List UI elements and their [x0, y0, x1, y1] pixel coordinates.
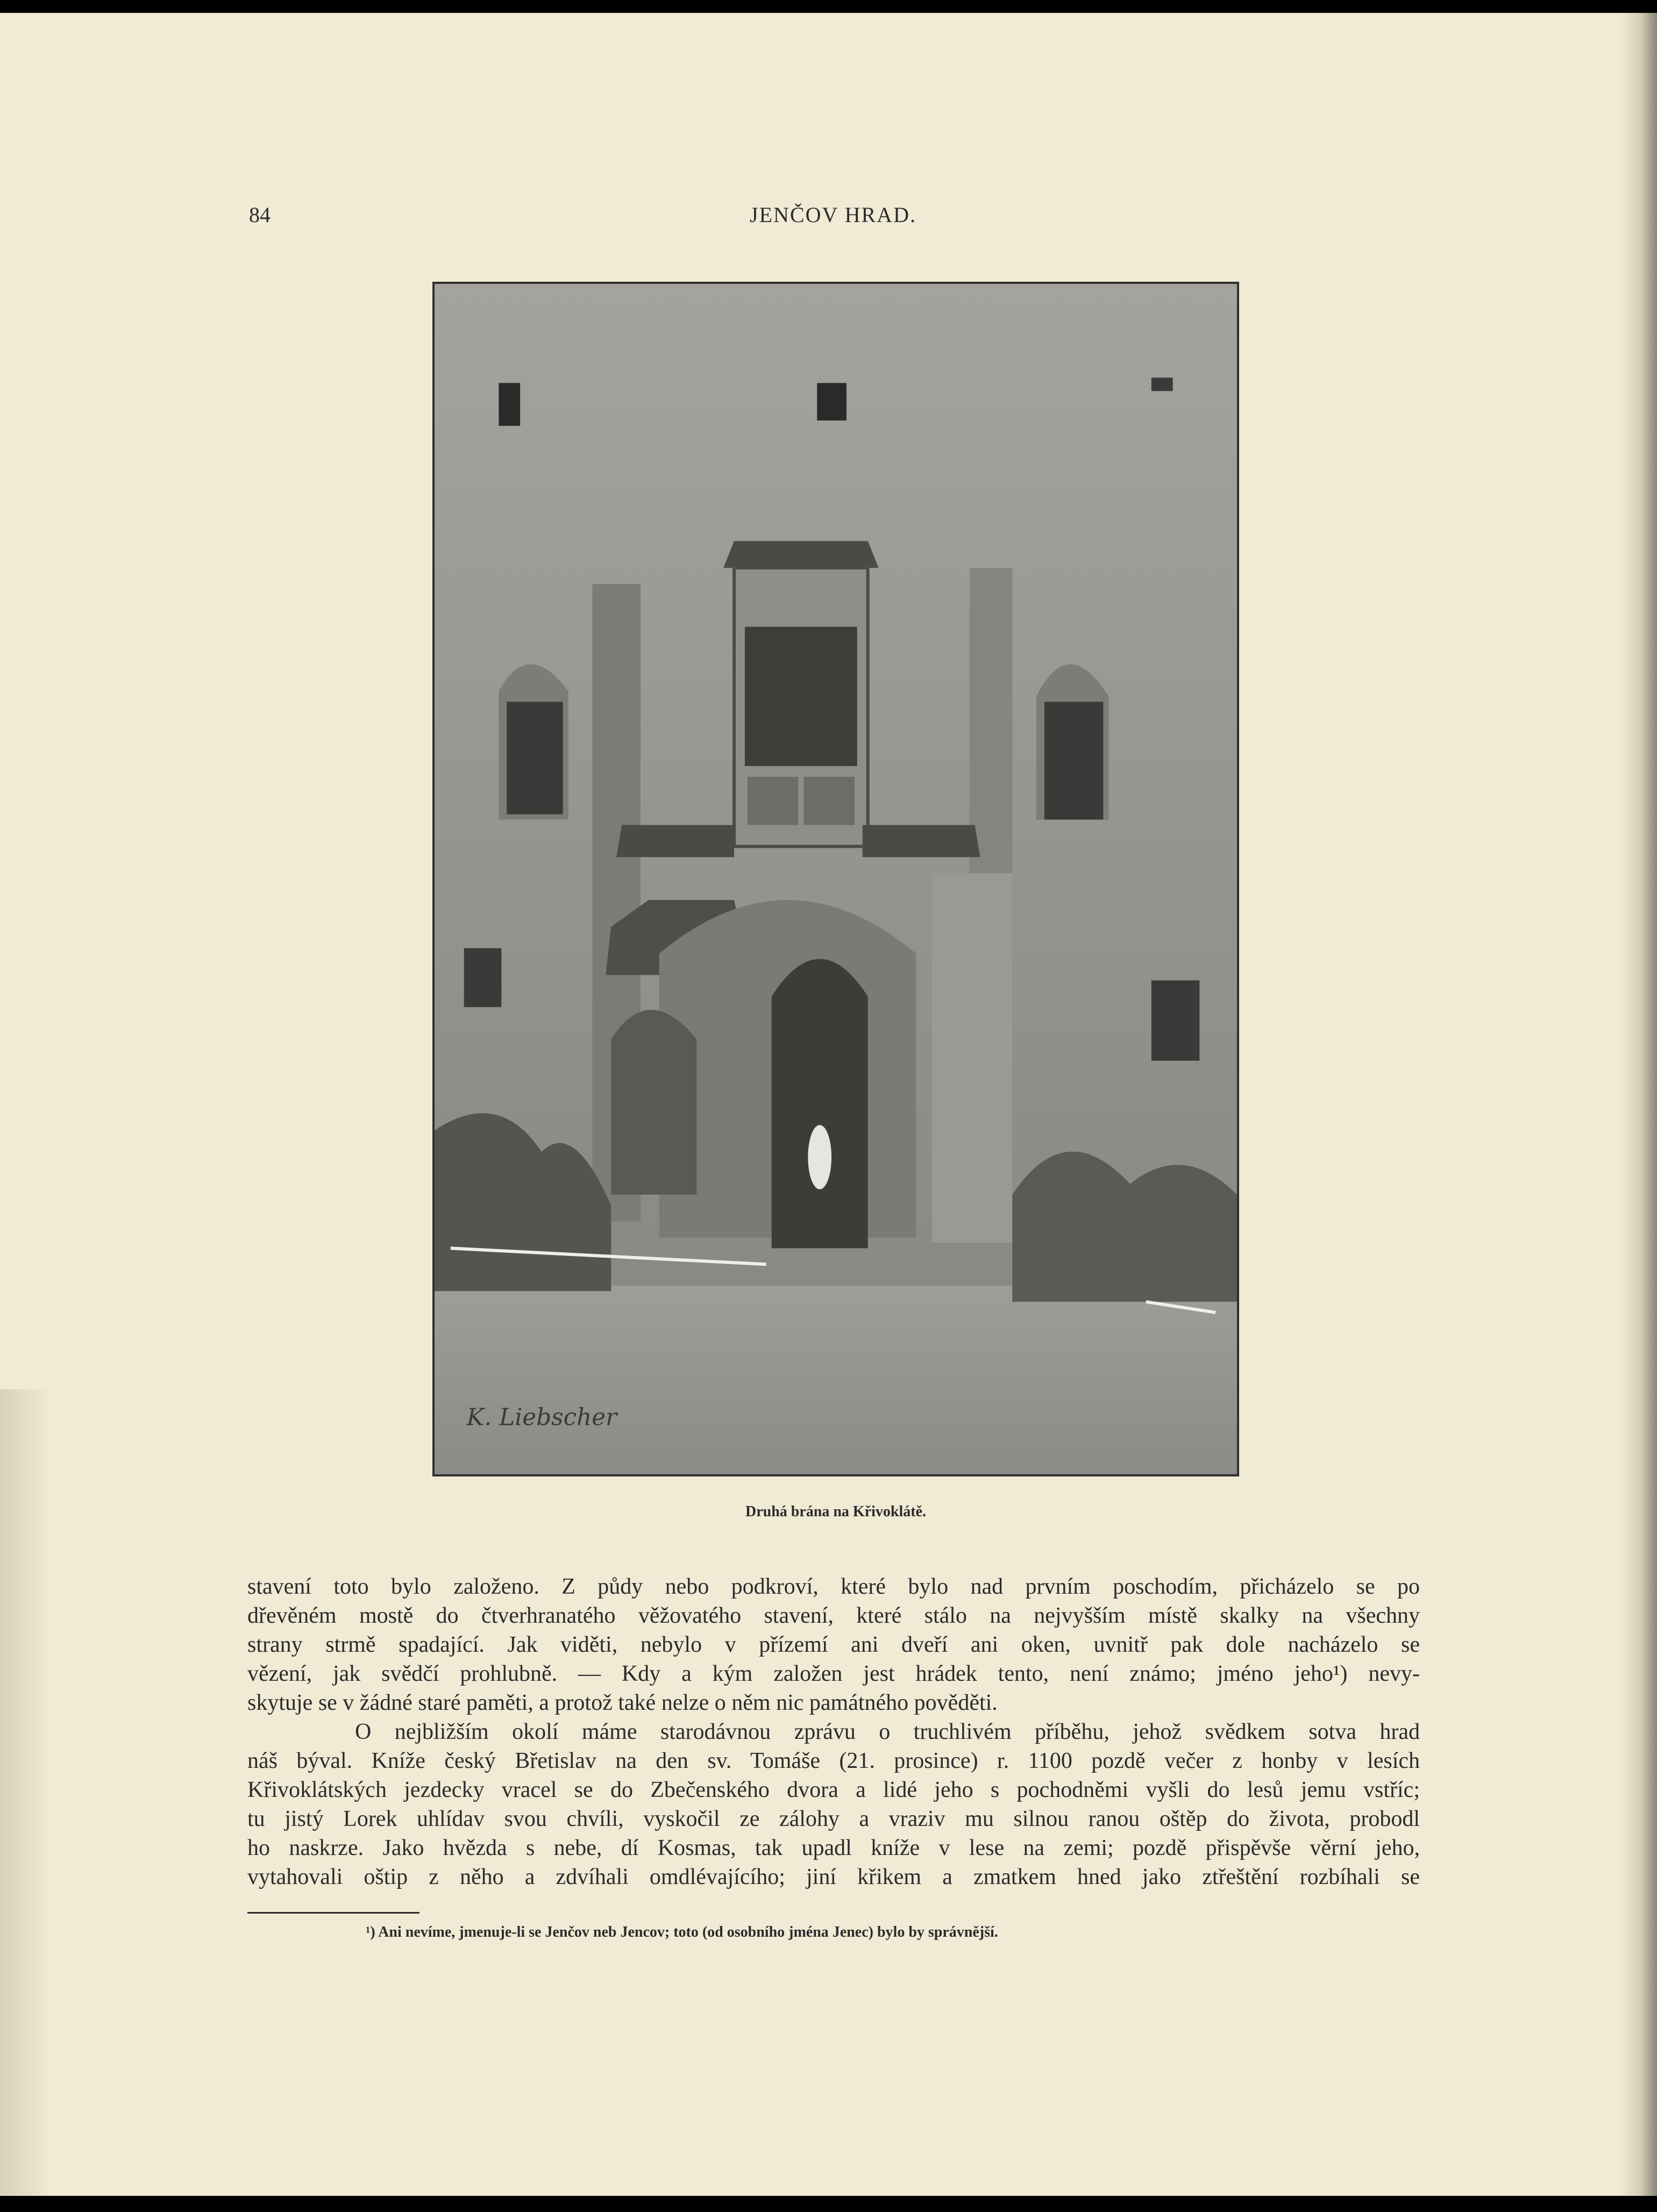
text-line: skytuje se v žádné staré paměti, a protož také nelze o něm nic památného pověděti. — [247, 1690, 998, 1715]
text-line: vězení, jak svědčí prohlubně. — Kdy a kým založen jest hrádek tento, není známo; jméno jeho¹) nevy- — [247, 1661, 1420, 1686]
illustration-signature: K. Liebscher — [466, 1403, 617, 1431]
book-page — [0, 13, 1657, 2196]
footnote: ¹) Ani nevíme, jmenuje-li se Jenčov neb Jencov; toto (od osobního jména Jenec) bylo by správnější. — [366, 1924, 998, 1940]
text-line: O nejbližším okolí máme starodávnou zprávu o truchlivém příběhu, jehož svědkem sotva hrad — [355, 1719, 1420, 1744]
text-line: stavení toto bylo založeno. Z půdy nebo podkroví, které bylo nad prvním poschodím, přicházelo se po — [247, 1574, 1420, 1599]
footnote-rule — [247, 1912, 419, 1914]
page-edge-left — [0, 1389, 51, 2196]
page-edge-right — [1619, 13, 1657, 2196]
text-line: ho naskrze. Jako hvězda s nebe, dí Kosmas, tak upadl kníže v lese na zemi; pozdě přispěvše věrní jeho, — [247, 1836, 1420, 1860]
page-number: 84 — [249, 203, 271, 227]
figure-caption: Druhá brána na Křivoklátě. — [745, 1503, 927, 1520]
text-line: Křivoklátských jezdecky vracel se do Zbečenského dvora a lidé jeho s pochodněmi vyšli do lesů jemu vstříc; — [247, 1778, 1420, 1802]
body-text — [247, 1572, 1420, 1892]
text-line: dřevěném mostě do čtverhranatého věžovatého stavení, které stálo na nejvyšším místě skalky na všechny — [247, 1603, 1420, 1628]
text-line: tu jistý Lorek uhlídav svou chvíli, vyskočil ze zálohy a vraziv mu silnou ranou oštěp do života, probodl — [247, 1807, 1420, 1831]
illustration-castle-gate — [432, 282, 1239, 1476]
running-title: JENČOV HRAD. — [750, 203, 916, 227]
text-line: vytahovali oštip z něho a zdvíhali omdlévajícího; jiní křikem a zmatkem hned jako ztřeštění rozbíhali se — [247, 1865, 1420, 1889]
text-line: strany strmě spadající. Jak viděti, nebylo v přízemí ani dveří ani oken, uvnitř pak dole nacházelo se — [247, 1632, 1420, 1657]
text-line: náš býval. Kníže český Břetislav na den sv. Tomáše (21. prosince) r. 1100 pozdě večer z honby v lesích — [247, 1749, 1420, 1773]
